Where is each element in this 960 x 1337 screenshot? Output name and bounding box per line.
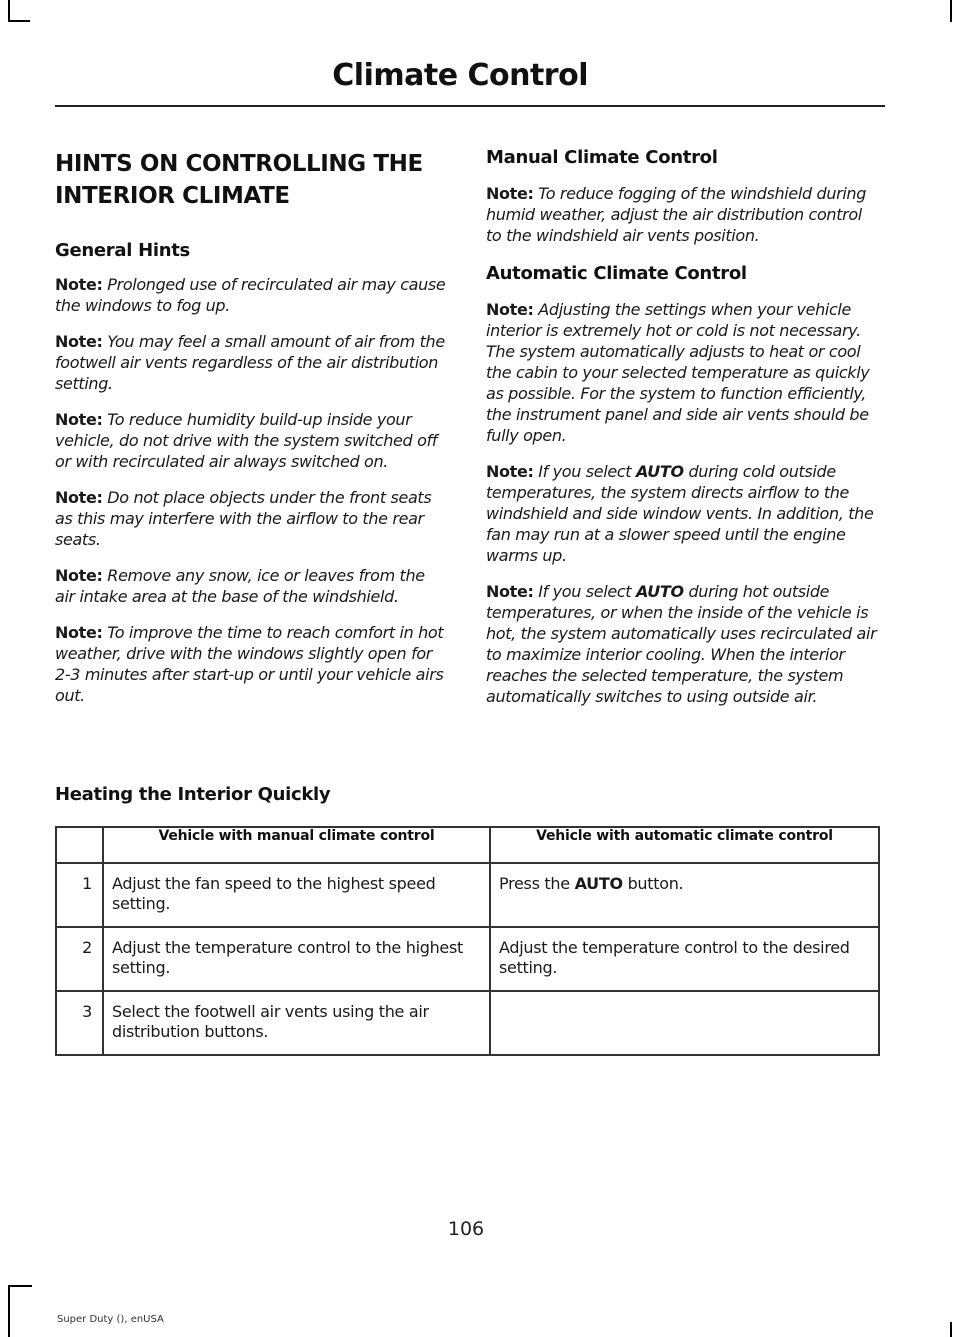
main-heading: HINTS ON CONTROLLING THE INTERIOR CLIMATE bbox=[55, 151, 423, 209]
table-row bbox=[56, 927, 879, 991]
table-header-num bbox=[56, 827, 103, 863]
section-title: Climate Control bbox=[332, 58, 588, 93]
step-manual: Select the footwell air vents using the air distribution buttons. bbox=[103, 991, 490, 1055]
note-manual-fogging: Note: To reduce fogging of the windshield during humid weather, adjust the air distribution control to the windshield air vents position. bbox=[486, 184, 867, 245]
crop-mark-bottom-left-horizontal bbox=[8, 1285, 32, 1287]
crop-mark-top-left-vertical bbox=[8, 0, 10, 22]
note-auto-hot: Note: If you select AUTO during hot outside temperatures, or when the inside of the vehicle is hot, the system automatically uses recirculated air to maximize interior cooling. When the interior reaches the selected temperature, the system automatically switches to using outside air. bbox=[486, 582, 877, 706]
left-column bbox=[55, 140, 447, 721]
automatic-climate-heading: Automatic Climate Control bbox=[486, 263, 747, 284]
heating-steps-table bbox=[55, 826, 880, 1056]
table-header-row bbox=[56, 827, 879, 863]
general-hints-heading: General Hints bbox=[55, 240, 190, 261]
note-objects-under-seats: Note: Do not place objects under the front seats as this may interfere with the airflow to the rear seats. bbox=[55, 488, 432, 549]
note-air-intake: Note: Remove any snow, ice or leaves from the air intake area at the base of the windshield. bbox=[55, 566, 425, 606]
note-hot-weather: Note: To improve the time to reach comfort in hot weather, drive with the windows slightly open for 2-3 minutes after start-up or until your vehicle airs out. bbox=[55, 623, 444, 705]
step-auto: Adjust the temperature control to the desired setting. bbox=[490, 927, 879, 991]
crop-mark-bottom-right-vertical bbox=[950, 1322, 952, 1337]
table-row bbox=[56, 863, 879, 927]
note-footwell-air: Note: You may feel a small amount of air from the footwell air vents regardless of the air distribution setting. bbox=[55, 332, 445, 393]
note-recirculated-fog: Note: Prolonged use of recirculated air may cause the windows to fog up. bbox=[55, 275, 446, 315]
table-row bbox=[56, 991, 879, 1055]
step-number: 1 bbox=[56, 863, 103, 927]
crop-mark-top-right-vertical bbox=[950, 0, 952, 22]
step-number: 2 bbox=[56, 927, 103, 991]
right-column bbox=[486, 145, 881, 722]
step-number: 3 bbox=[56, 991, 103, 1055]
step-auto bbox=[490, 991, 879, 1055]
step-auto: Press the AUTO button. bbox=[490, 863, 879, 927]
auto-keyword: AUTO bbox=[635, 462, 684, 481]
heating-heading: Heating the Interior Quickly bbox=[55, 784, 331, 805]
note-auto-settings: Note: Adjusting the settings when your vehicle interior is extremely hot or cold is not necessary. The system automatically adjusts to heat or cool the cabin to your selected temperature as quickly as possible. For the system to function efficiently, the instrument panel and side air vents should be fully open. bbox=[486, 300, 870, 445]
step-manual: Adjust the fan speed to the highest speed setting. bbox=[103, 863, 490, 927]
crop-mark-bottom-left-vertical bbox=[8, 1285, 10, 1337]
table-header-manual: Vehicle with manual climate control bbox=[103, 827, 490, 863]
table-header-auto: Vehicle with automatic climate control bbox=[490, 827, 879, 863]
crop-mark-top-left-horizontal bbox=[8, 20, 30, 22]
note-auto-cold: Note: If you select AUTO during cold outside temperatures, the system directs airflow to the windshield and side window vents. In addition, the fan may run at a slower speed until the engine warms up. bbox=[486, 462, 874, 565]
page-number: 106 bbox=[447, 1218, 485, 1240]
footer-text: Super Duty (), enUSA bbox=[57, 1314, 164, 1325]
note-humidity: Note: To reduce humidity build-up inside your vehicle, do not drive with the system switched off or with recirculated air always switched on. bbox=[55, 410, 438, 471]
step-manual: Adjust the temperature control to the highest setting. bbox=[103, 927, 490, 991]
auto-keyword: AUTO bbox=[635, 582, 684, 601]
manual-climate-heading: Manual Climate Control bbox=[486, 147, 718, 168]
header-rule bbox=[55, 105, 885, 107]
auto-keyword: AUTO bbox=[574, 874, 623, 893]
